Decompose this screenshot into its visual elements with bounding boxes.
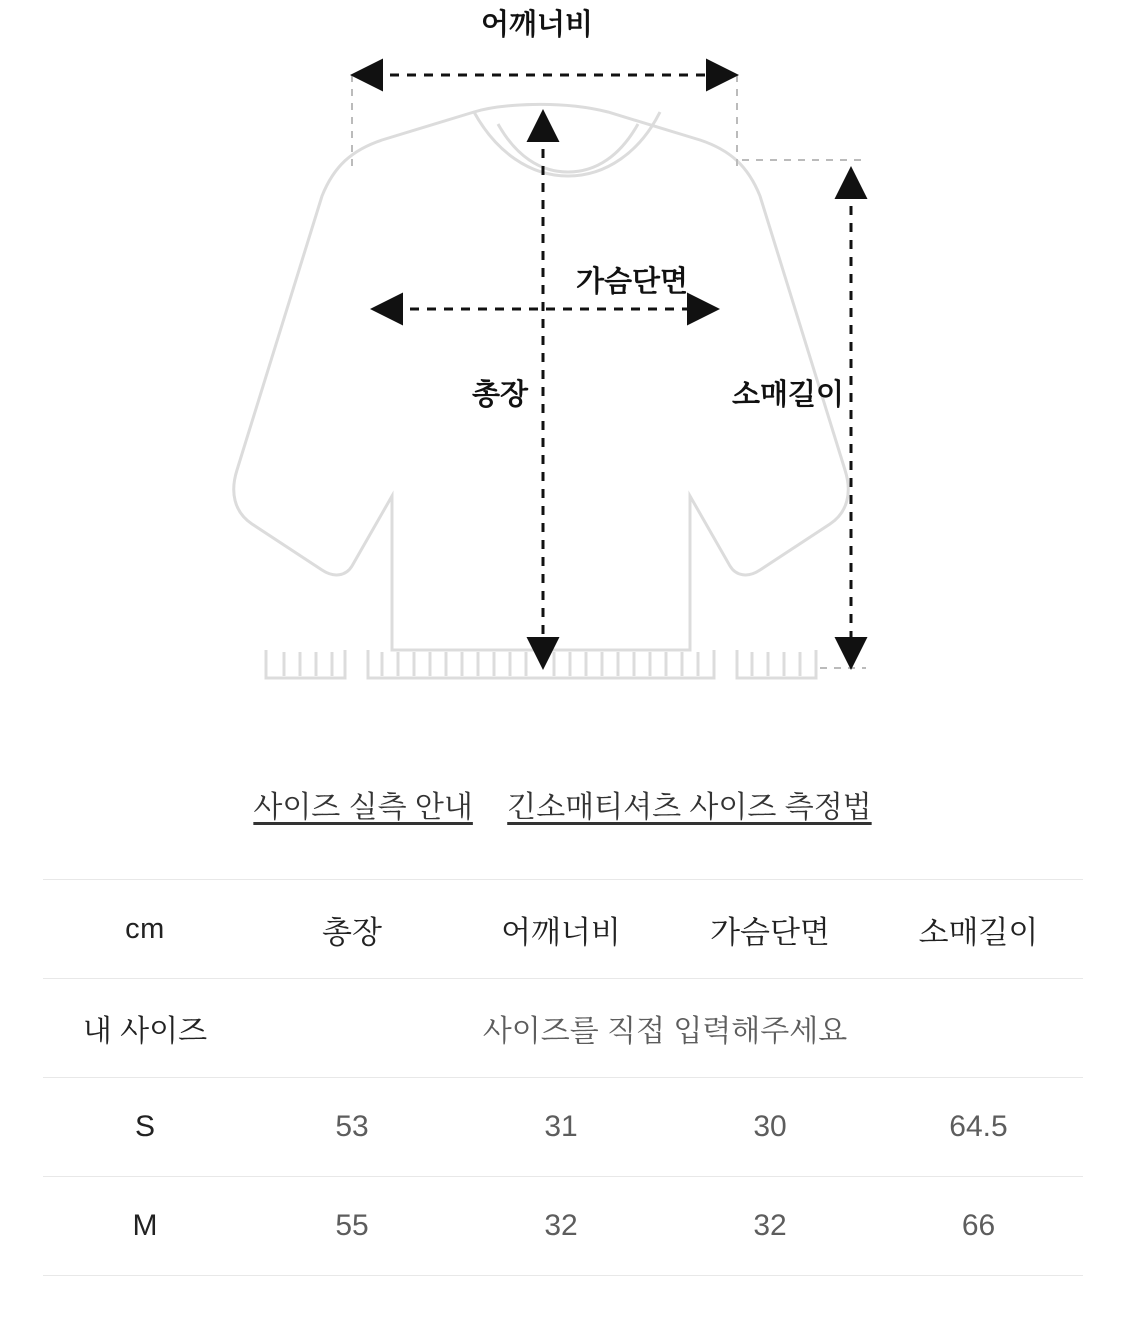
header-chest-width: 가슴단면 — [666, 880, 875, 979]
label-chest-width: 가슴단면 — [575, 266, 689, 298]
header-sleeve-length: 소매길이 — [875, 880, 1083, 979]
size-table-wrap — [43, 879, 1083, 1276]
size-table-body — [43, 979, 1083, 1276]
cell-s-chest-width: 30 — [666, 1078, 875, 1177]
size-label-s: S — [43, 1078, 248, 1177]
cell-m-chest-width: 32 — [666, 1177, 875, 1276]
header-shoulder-width: 어깨너비 — [457, 880, 666, 979]
my-size-input-cell[interactable]: 사이즈를 직접 입력해주세요 — [248, 979, 1083, 1078]
size-info-links — [0, 788, 1125, 827]
cell-s-shoulder-width: 31 — [457, 1078, 666, 1177]
guide-lines — [352, 75, 866, 668]
my-size-label: 내 사이즈 — [43, 979, 248, 1078]
size-guide-link[interactable]: 사이즈 실측 안내 — [253, 791, 473, 824]
cell-m-shoulder-width: 32 — [457, 1177, 666, 1276]
table-row — [43, 1078, 1083, 1177]
cell-s-sleeve-length: 64.5 — [875, 1078, 1083, 1177]
label-shoulder-width: 어깨너비 — [480, 9, 594, 41]
size-table-head — [43, 880, 1083, 979]
header-total-length: 총장 — [248, 880, 457, 979]
cell-s-total-length: 53 — [248, 1078, 457, 1177]
cell-m-sleeve-length: 66 — [875, 1177, 1083, 1276]
size-label-m: M — [43, 1177, 248, 1276]
label-sleeve-length: 소매길이 — [731, 379, 845, 411]
cell-m-total-length: 55 — [248, 1177, 457, 1276]
size-table — [43, 879, 1083, 1276]
measurement-method-link[interactable]: 긴소매티셔츠 사이즈 측정법 — [507, 791, 872, 824]
header-unit: cm — [43, 880, 248, 979]
table-header-row — [43, 880, 1083, 979]
table-row — [43, 1177, 1083, 1276]
label-total-length: 총장 — [471, 379, 529, 411]
my-size-row[interactable] — [43, 979, 1083, 1078]
